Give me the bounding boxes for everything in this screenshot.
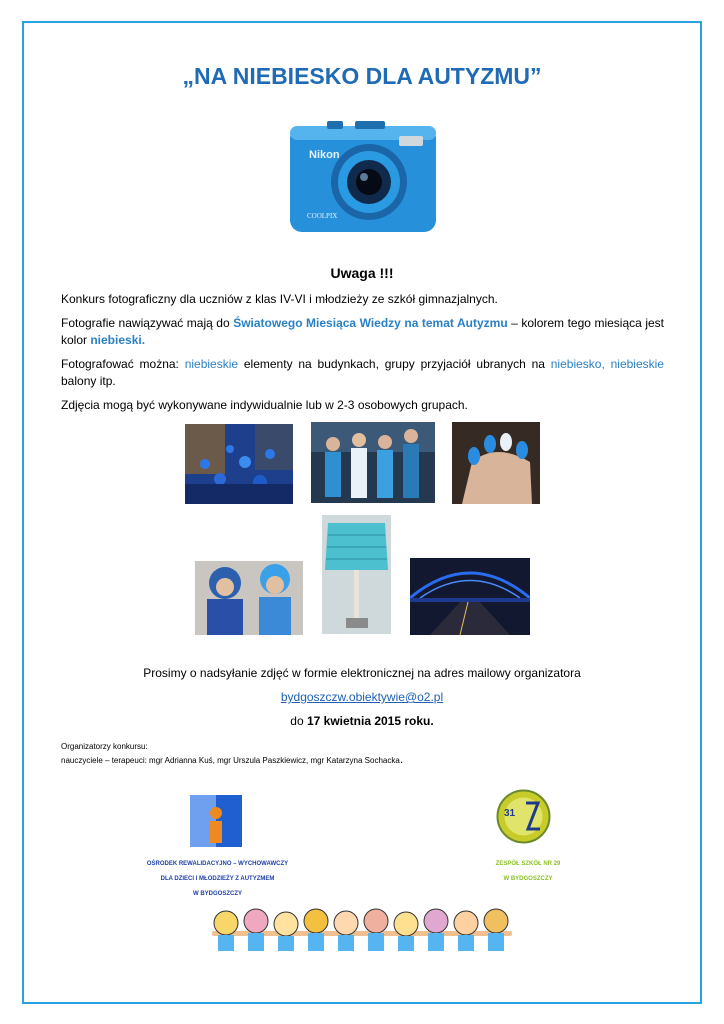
- organizer-email-link[interactable]: bydgoszczw.obiektywie@o2.pl: [280, 690, 444, 704]
- notice-heading: Uwaga !!!: [330, 265, 394, 281]
- photo-blue-balloons-street: [185, 424, 293, 504]
- email-line: [0, 690, 724, 704]
- paragraph-groups: Zdjęcia mogą być wykonywane indywidualnie lub w 2-3 osobowych grupach.: [61, 398, 468, 412]
- highlight-awareness-month: Światowego Miesiąca Wiedzy na temat Autyzmu: [233, 316, 508, 330]
- camera-brand: Nikon: [309, 149, 340, 161]
- highlight-blue-color: niebieski.: [90, 333, 146, 347]
- camera-model: COOLPIX: [307, 212, 338, 220]
- photo-blue-bridge-night: [410, 558, 530, 635]
- school-logo: [496, 789, 551, 844]
- photo-blue-nails: [452, 422, 540, 504]
- school-logo-badge: 31: [504, 808, 516, 819]
- organizers-label: Organizatorzy konkursu:: [61, 742, 148, 751]
- paragraph-topic: Fotografie nawiązywać mają do Światowego Miesiąca Wiedzy na temat Autyzmu – kolorem tego miesiąca jest kolor niebieski.: [61, 316, 665, 347]
- right-logo-caption: ZESPÓŁ SZKÓŁ NR 29 W BYDGOSZCZY: [495, 861, 561, 882]
- page-title: „NA NIEBIESKO DLA AUTYZMU”: [182, 63, 542, 89]
- submission-request: Prosimy o nadsyłanie zdjęć w formie elektronicznej na adres mailowy organizatora: [143, 666, 581, 680]
- paragraph-subjects: Fotografować można: niebieskie elementy na budynkach, grupy przyjaciół ubranych na niebiesko, niebieskie balony itp.: [61, 357, 664, 388]
- children-holding-hands-illustration: [208, 905, 516, 955]
- photo-blue-wigs: [195, 561, 303, 635]
- camera-icon: [287, 120, 439, 238]
- photo-group-blue-outfits: [311, 422, 435, 503]
- autism-center-logo: [190, 795, 242, 847]
- left-logo-caption: OŚRODEK REWALIDACYJNO – WYCHOWAWCZY DLA DZIECI I MŁODZIEŻY Z AUTYZMEM W BYDGOSZCZY: [146, 861, 289, 897]
- photo-blue-lamp: [322, 515, 391, 634]
- paragraph-contest: Konkurs fotograficzny dla uczniów z klas IV-VI i młodzieży ze szkół gimnazjalnych.: [61, 292, 498, 306]
- deadline: do 17 kwietnia 2015 roku.: [290, 714, 434, 728]
- organizers-names: nauczyciele – terapeuci: mgr Adrianna Kuś, mgr Urszula Paszkiewicz, mgr Katarzyna Sochacka.: [61, 752, 404, 766]
